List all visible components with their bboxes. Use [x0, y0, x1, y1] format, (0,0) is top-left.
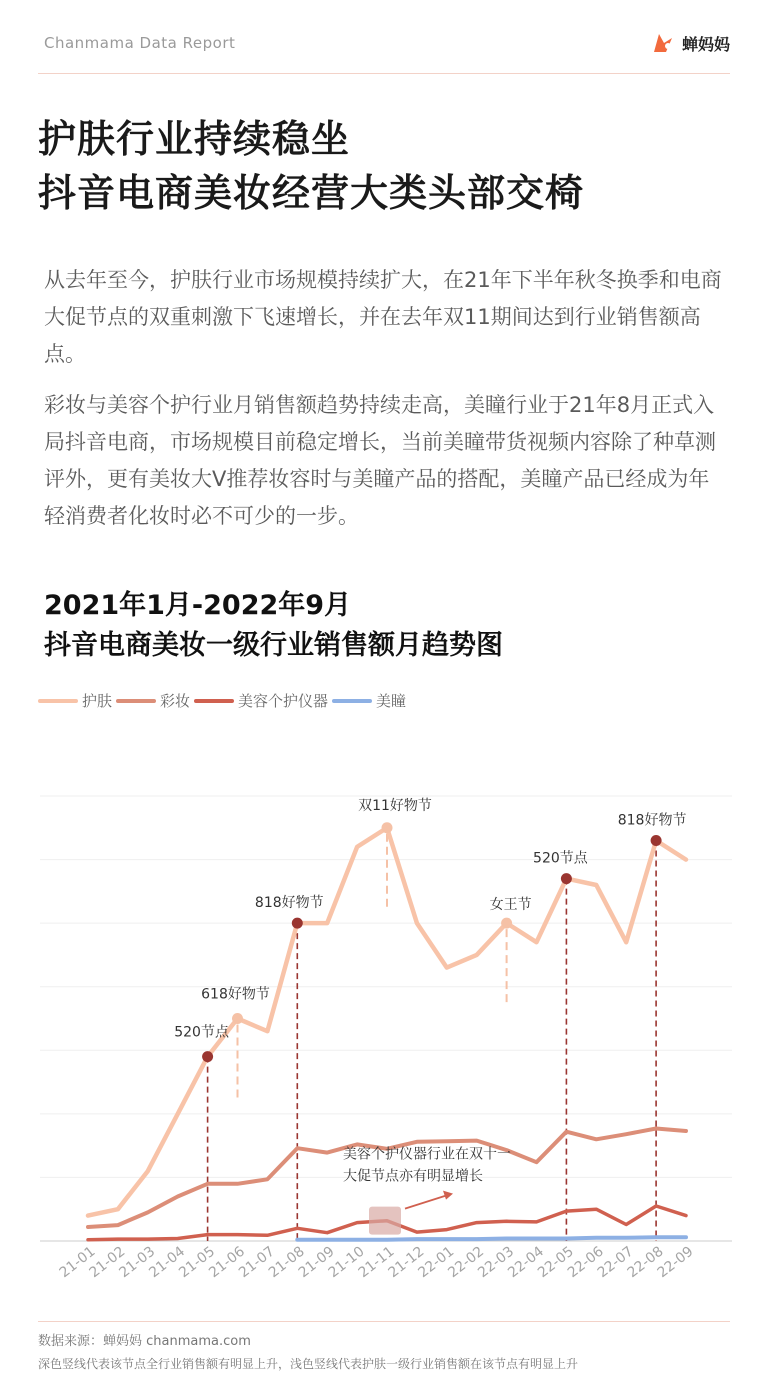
chart-title-line-2: 抖音电商美妆一级行业销售额月趋势图	[44, 630, 503, 661]
x-tick-label: 22-09	[654, 1243, 697, 1282]
annotation-text: 大促节点亦有明显增长	[343, 1168, 483, 1185]
series-line-contact_lens	[297, 1237, 686, 1240]
x-tick-label: 21-04	[146, 1243, 189, 1282]
x-tick-label: 21-01	[56, 1243, 99, 1282]
event-marker-dot	[292, 918, 303, 929]
legend-item-skincare	[38, 690, 112, 711]
legend-label-skincare: 护肤	[82, 692, 113, 710]
chanmama-logo-icon	[650, 30, 676, 56]
page-title-line-2: 抖音电商美妆经营大类头部交椅	[38, 171, 585, 215]
intro-paragraph-2: 彩妆与美容个护行业月销售额趋势持续走高，美瞳行业于21年8月正式入局抖音电商，市场规模目前稳定增长，当前美瞳带货视频内容除了种草测评外，更有美妆大V推荐妆容时与美瞳产品的搭配，美瞳产品已经成为年轻消费者化妆时必不可少的一步。	[44, 393, 716, 528]
x-tick-label: 22-05	[534, 1243, 577, 1282]
legend-swatch-makeup	[116, 699, 156, 703]
event-marker-label: 520节点	[174, 1024, 229, 1041]
event-marker-label: 520节点	[533, 850, 588, 867]
x-tick-label: 22-08	[624, 1243, 667, 1282]
event-marker-label: 818好物节	[617, 812, 687, 829]
legend-swatch-contact-lens	[332, 699, 372, 703]
event-marker-label: 双11好物节	[358, 797, 432, 814]
x-tick-label: 22-04	[505, 1243, 547, 1282]
x-tick-label: 21-09	[295, 1243, 338, 1282]
annotation-arrow-shaft	[405, 1195, 449, 1209]
legend-item-contact-lens	[332, 690, 406, 711]
logo-text: 蝉妈妈	[681, 34, 730, 54]
event-marker-label: 女王节	[489, 897, 532, 914]
chart-legend	[38, 690, 410, 711]
x-tick-label: 22-02	[445, 1243, 488, 1282]
x-tick-label: 21-03	[116, 1243, 159, 1282]
header-divider	[38, 73, 730, 74]
x-tick-label: 21-07	[235, 1243, 278, 1282]
chanmama-logo	[650, 30, 730, 56]
x-tick-label: 22-06	[564, 1243, 607, 1282]
legend-label-beauty-device: 美容个护仪器	[238, 692, 329, 710]
legend-swatch-skincare	[38, 699, 78, 703]
report-header	[44, 30, 730, 60]
x-tick-label: 21-10	[325, 1243, 368, 1282]
x-tick-label: 21-11	[355, 1243, 398, 1282]
sales-trend-line-chart	[0, 760, 768, 1320]
annotation-highlight-box	[369, 1207, 401, 1235]
chart-title-line-1: 2021年1月-2022年9月	[44, 590, 352, 621]
event-marker-dot	[382, 822, 393, 833]
event-marker-dot	[501, 918, 512, 929]
annotation-text: 美容个护仪器行业在双十一	[343, 1146, 511, 1163]
event-marker-dot	[651, 835, 662, 846]
data-source: 数据来源：蝉妈妈 chanmama.com	[38, 1334, 251, 1349]
x-tick-label: 21-02	[86, 1243, 129, 1282]
x-tick-label: 22-07	[594, 1243, 637, 1282]
page-title	[38, 112, 584, 220]
x-tick-label: 21-12	[385, 1243, 428, 1282]
page-title-line-1: 护肤行业持续稳坐	[38, 117, 351, 161]
x-tick-label: 22-03	[475, 1243, 518, 1282]
brand-english-name: Chanmama Data Report	[44, 34, 236, 52]
event-marker-dot	[561, 873, 572, 884]
x-tick-label: 21-05	[176, 1243, 219, 1282]
x-tick-label: 21-08	[265, 1243, 308, 1282]
event-marker-dot	[202, 1051, 213, 1062]
legend-item-makeup	[116, 690, 190, 711]
footer-divider	[38, 1321, 730, 1322]
legend-item-beauty-device	[194, 690, 328, 711]
chart-title	[44, 586, 503, 666]
x-tick-label: 21-06	[206, 1243, 248, 1282]
legend-swatch-beauty-device	[194, 699, 234, 703]
annotation-arrow-head	[443, 1191, 453, 1200]
event-marker-dot	[232, 1013, 243, 1024]
event-marker-label: 618好物节	[201, 986, 270, 1003]
legend-label-makeup: 彩妆	[160, 692, 191, 710]
intro-paragraph-1: 从去年至今，护肤行业市场规模持续扩大，在21年下半年秋冬换季和电商大促节点的双重刺激下飞速增长，并在去年双11期间达到行业销售额高点。	[44, 268, 722, 366]
x-tick-label: 22-01	[415, 1243, 458, 1282]
chart-note: 深色竖线代表该节点全行业销售额有明显上升，浅色竖线代表护肤一级行业销售额在该节点有明显上升	[38, 1357, 579, 1371]
intro-text	[44, 262, 726, 549]
legend-label-contact-lens: 美瞳	[376, 692, 407, 710]
event-marker-label: 818好物节	[254, 895, 324, 912]
